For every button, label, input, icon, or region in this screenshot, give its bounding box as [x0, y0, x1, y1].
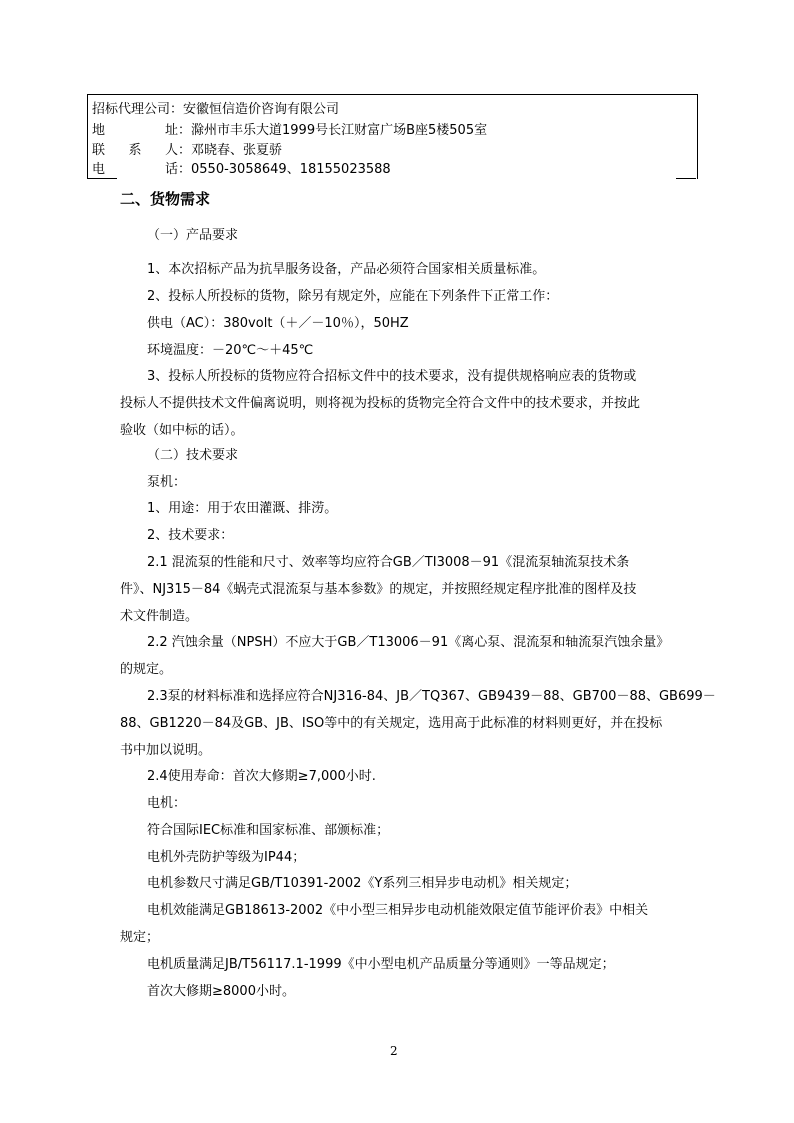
address-row: 地址：滁州市丰乐大道1999号长江财富广场B座5楼505室	[92, 123, 488, 138]
contact-label: 联系人	[92, 143, 178, 158]
paragraph-line: 件》、NJ315－84《蜗壳式混流泵与基本参数》的规定，并按照经规定程序批准的图样及技	[120, 582, 637, 597]
paragraph-line: 的规定。	[120, 662, 173, 677]
phone-label: 电话	[92, 162, 178, 177]
paragraph-line: 2.1 混流泵的性能和尺寸、效率等均应符合GB／TI3008－91《混流泵轴流泵技术条	[147, 555, 630, 570]
agency-label: 招标代理公司：	[92, 102, 184, 117]
paragraph-line: 2、技术要求：	[147, 528, 234, 543]
paragraph-line: 2、投标人所投标的货物，除另有规定外，应能在下列条件下正常工作：	[147, 289, 559, 304]
paragraph-line: 电机效能满足GB18613-2002《中小型三相异步电动机能效限定值节能评价表》中相关	[147, 903, 649, 918]
contact-value: 邓晓春、张夏骄	[191, 143, 283, 158]
paragraph-line: 2.2 汽蚀余量（NPSH）不应大于GB／T13006－91《离心泵、混流泵和轴流泵汽蚀余量》	[147, 635, 670, 650]
paragraph-line: 1、用途：用于农田灌溉、排涝。	[147, 501, 338, 516]
subsection-title: （二）技术要求	[147, 448, 239, 463]
paragraph-line: 3、投标人所投标的货物应符合招标文件中的技术要求，没有提供规格响应表的货物或	[147, 369, 637, 384]
paragraph-line: 术文件制造。	[120, 609, 199, 624]
page-number: 2	[390, 1044, 398, 1058]
paragraph-line: 电机：	[147, 796, 187, 811]
paragraph-line: 投标人不提供技术文件偏离说明，则将视为投标的货物完全符合文件中的技术要求，并按此	[120, 396, 641, 411]
subsection-title: （一）产品要求	[147, 228, 239, 243]
section-title: 二、货物需求	[120, 190, 211, 208]
paragraph-line: 环境温度：－20℃～＋45℃	[147, 343, 314, 358]
paragraph-line: 首次大修期≥8000小时。	[147, 984, 295, 999]
paragraph-line: 2.3泵的材料标准和选择应符合NJ316-84、JB／TQ367、GB9439－88、GB700－88、GB699－	[147, 689, 716, 704]
agency-value: 安徽恒信造价咨询有限公司	[183, 102, 340, 117]
agency-row	[92, 101, 339, 118]
agency-info-box	[87, 94, 698, 179]
address-label: 地址	[92, 123, 178, 138]
paragraph-line: 2.4使用寿命：首次大修期≥7,000小时.	[147, 769, 376, 784]
paragraph-line: 1、本次招标产品为抗旱服务设备，产品必须符合国家相关质量标准。	[147, 262, 546, 277]
phone-value: 0550-3058649、18155023588	[191, 162, 391, 177]
box-bottom-rule-right	[676, 178, 696, 179]
paragraph-line: 规定；	[120, 930, 160, 945]
paragraph-line: 电机参数尺寸满足GB/T10391-2002《Y系列三相异步电动机》相关规定；	[147, 876, 578, 891]
paragraph-line: 符合国际IEC标准和国家标准、部颁标准；	[147, 823, 390, 838]
paragraph-line: 供电（AC）：380volt（＋／－10％），50HZ	[147, 316, 409, 331]
paragraph-line: 验收（如中标的话）。	[120, 423, 244, 438]
box-bottom-rule-left	[87, 178, 117, 179]
paragraph-line: 电机外壳防护等级为IP44；	[147, 850, 306, 865]
contact-row: 联系人：邓晓春、张夏骄	[92, 143, 283, 158]
phone-row: 电话：0550-3058649、18155023588	[92, 162, 391, 177]
address-value: 滁州市丰乐大道1999号长江财富广场B座5楼505室	[191, 123, 488, 138]
paragraph-line: 电机质量满足JB/T56117.1-1999《中小型电机产品质量分等通则》一等品规定；	[147, 957, 615, 972]
paragraph-line: 88、GB1220－84及GB、JB、ISO等中的有关规定，选用高于此标准的材料则更好，并在投标	[120, 716, 663, 731]
paragraph-line: 书中加以说明。	[120, 743, 212, 758]
paragraph-line: 泵机：	[147, 475, 187, 490]
